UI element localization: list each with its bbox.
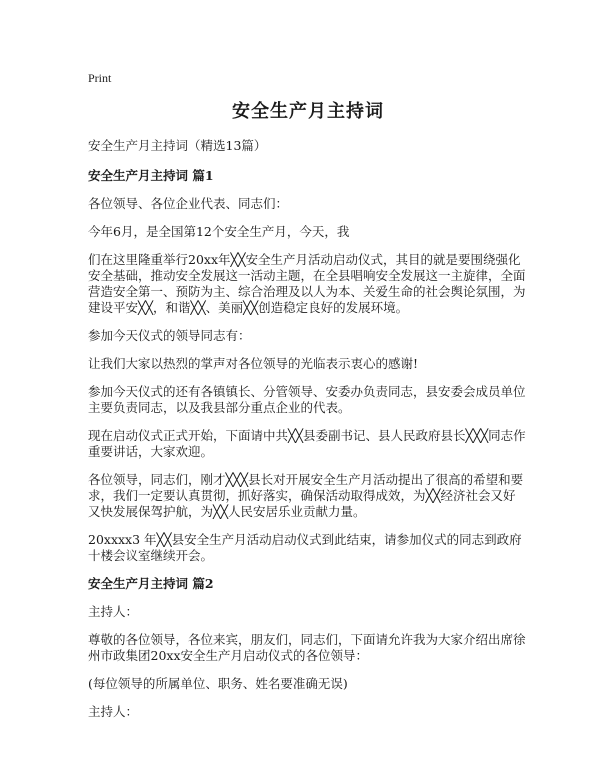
- paragraph: 主持人：: [88, 604, 139, 619]
- paragraph: 今年6月，是全国第12个安全生产月，今天，我: [88, 224, 350, 239]
- section-heading: 安全生产月主持词 篇1: [88, 168, 214, 183]
- section-2: [88, 576, 528, 720]
- paragraph: 尊敬的各位领导，各位来宾，朋友们，同志们，下面请允许我为大家介绍出席徐州市政集团20xx安全生产月启动仪式的各位领导：: [88, 632, 526, 663]
- section-heading: 安全生产月主持词 篇2: [88, 576, 214, 591]
- paragraph: 20xxxx3 年╳╳县安全生产月活动启动仪式到此结束，请参加仪式的同志到政府十楼会议室继续开会。: [88, 532, 522, 563]
- document-title: 安全生产月主持词: [232, 101, 384, 122]
- document-subtitle: 安全生产月主持词（精选13篇）: [88, 138, 267, 153]
- paragraph: 让我们大家以热烈的掌声对各位领导的光临表示衷心的感谢!: [88, 356, 419, 371]
- paragraph: 参加今天仪式的还有各镇镇长、分管领导、安委办负责同志，县安委会成员单位主要负责同志，以及我县部分重点企业的代表。: [88, 384, 526, 415]
- paragraph: 们在这里隆重举行20xx年╳╳安全生产月活动启动仪式，其目的就是要围绕强化安全基础，推动安全发展这一活动主题，在全县唱响安全发展这一主旋律，全面营造安全第一、预防为主、综合治理及以人为本、关爱生命的社会舆论氛围，为建设平安╳╳，和谐╳╳、美丽╳╳创造稳定良好的发展环境。: [88, 252, 526, 315]
- paragraph: 各位领导，同志们，刚才╳╳╳县长对开展安全生产月活动提出了很高的希望和要求，我们一定要认真贯彻，抓好落实，确保活动取得成效，为╳╳经济社会又好又快发展保驾护航，为╳╳人民安居乐业贡献力量。: [88, 472, 524, 519]
- print-link[interactable]: Print: [88, 71, 112, 85]
- paragraph: (每位领导的所属单位、职务、姓名要准确无误): [88, 676, 348, 691]
- document-page: [88, 70, 528, 732]
- paragraph: 参加今天仪式的领导同志有：: [88, 328, 251, 343]
- paragraph: 各位领导、各位企业代表、同志们：: [88, 196, 289, 211]
- paragraph: 现在启动仪式正式开始，下面请中共╳╳县委副书记、县人民政府县长╳╳╳同志作重要讲话，大家欢迎。: [88, 428, 526, 459]
- section-1: [88, 168, 528, 564]
- paragraph: 主持人：: [88, 704, 139, 719]
